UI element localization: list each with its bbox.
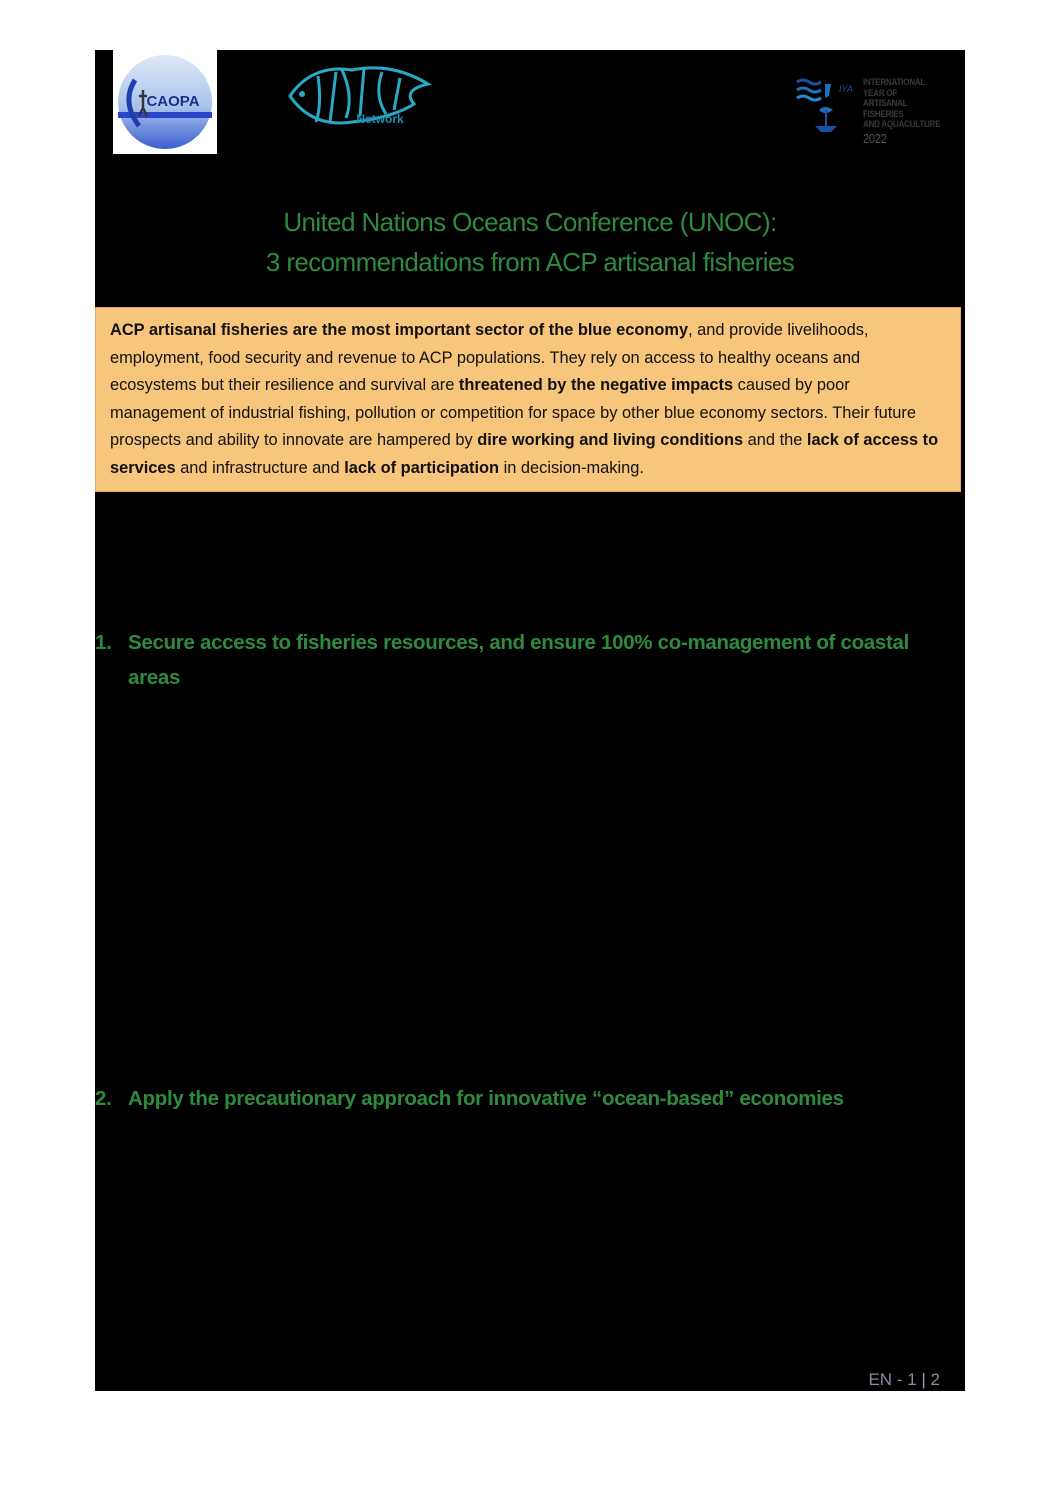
caopa-logo-text: CAOPA xyxy=(146,93,200,110)
summary-bold-3: dire working and living conditions xyxy=(477,431,744,449)
fish-network-logo-text: Network xyxy=(356,112,404,126)
footer-total: 2 xyxy=(930,1370,940,1389)
summary-box xyxy=(95,307,961,492)
summary-paragraph xyxy=(110,317,946,482)
caopa-logo xyxy=(113,50,217,154)
page-title xyxy=(95,202,965,282)
summary-bold-1: ACP artisanal fisheries are the most important sector of the blue economy xyxy=(110,321,689,339)
iyafa-year: 2022 xyxy=(863,130,887,146)
summary-text-1: , and provide livelihoods, employment, food security and revenue to ACP populations. They rely on access to healthy oceans and ecosystems but their resilience and survival are xyxy=(110,321,869,394)
summary-text-3: and the xyxy=(743,431,807,449)
summary-bold-2: threatened by the negative impacts xyxy=(458,376,734,394)
page-footer xyxy=(868,1370,940,1390)
iyafa-line-3: AND AQUACULTURE xyxy=(863,119,941,130)
iyafa-logo-text xyxy=(863,78,948,146)
summary-bold-4: lack of access to services xyxy=(110,431,939,477)
recommendation-2 xyxy=(95,1081,965,1116)
iyafa-line-1: INTERNATIONAL YEAR OF xyxy=(863,77,925,99)
title-line-2: 3 recommendations from ACP artisanal fisheries xyxy=(265,247,795,277)
recommendation-1-number: 1. xyxy=(95,631,112,654)
fish-network-logo xyxy=(282,56,434,138)
summary-text-5: in decision-making. xyxy=(499,458,644,477)
svg-text:IYA: IYA xyxy=(839,84,854,94)
summary-text-2: caused by poor management of industrial fishing, pollution or competition for space by other blue economy sectors. Their future prospects and ability to innovate are hampered by xyxy=(110,376,916,449)
iyafa-logo xyxy=(795,76,960,146)
footer-page: 1 xyxy=(907,1370,917,1389)
iyafa-line-2: ARTISANAL FISHERIES xyxy=(863,98,908,120)
footer-lang: EN - xyxy=(868,1370,908,1389)
summary-text-4: and infrastructure and xyxy=(175,458,345,477)
recommendation-1-text: Secure access to fisheries resources, and ensure 100% co-management of coastal areas xyxy=(128,631,910,689)
recommendation-2-text: Apply the precautionary approach for innovative “ocean-based” economies xyxy=(128,1087,844,1110)
footer-separator: | xyxy=(916,1370,931,1389)
title-line-1: United Nations Oceans Conference (UNOC): xyxy=(283,207,777,237)
recommendation-2-number: 2. xyxy=(95,1087,112,1110)
summary-bold-5: lack of participation xyxy=(344,458,500,477)
recommendation-1 xyxy=(95,625,965,695)
